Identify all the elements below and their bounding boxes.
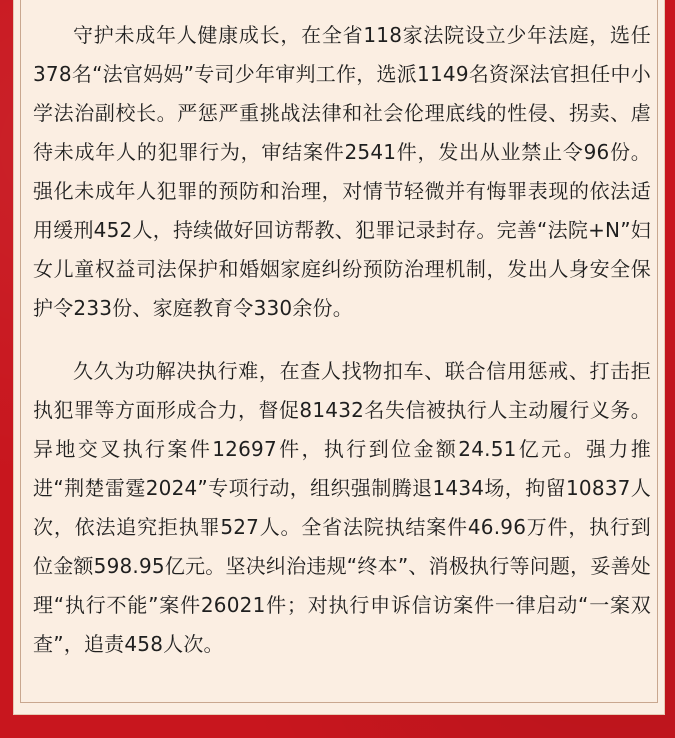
paragraph-minors-protection: 守护未成年人健康成长，在全省118家法院设立少年法庭，选任378名“法官妈妈”专司少年审判工作，选派1149名资深法官担任中小学法治副校长。严惩严重挑战法律和社会伦理底线的性侵、拐卖、虐待未成年人的犯罪行为，审结案件2541件，发出从业禁止令96份。强化未成年人犯罪的预防和治理，对情节轻微并有悔罪表现的依法适用缓刑452人，持续做好回访帮教、犯罪记录封存。完善“法院+N”妇女儿童权益司法保护和婚姻家庭纠纷预防治理机制，发出人身安全保护令233份、家庭教育令330余份。 xyxy=(33,23,651,320)
document-paper xyxy=(13,0,665,715)
paragraph-enforcement: 久久为功解决执行难，在查人找物扣车、联合信用惩戒、打击拒执犯罪等方面形成合力，督促81432名失信被执行人主动履行义务。异地交叉执行案件12697件，执行到位金额24.51亿元。强力推进“荆楚雷霆2024”专项行动，组织强制腾退1434场，拘留10837人次，依法追究拒执罪527人。全省法院执结案件46.96万件，执行到位金额598.95亿元。坚决纠治违规“终本”、消极执行等问题，妥善处理“执行不能”案件26021件；对执行申诉信访案件一律启动“一案双查”，追责458人次。 xyxy=(33,359,651,656)
document-body xyxy=(33,16,651,664)
